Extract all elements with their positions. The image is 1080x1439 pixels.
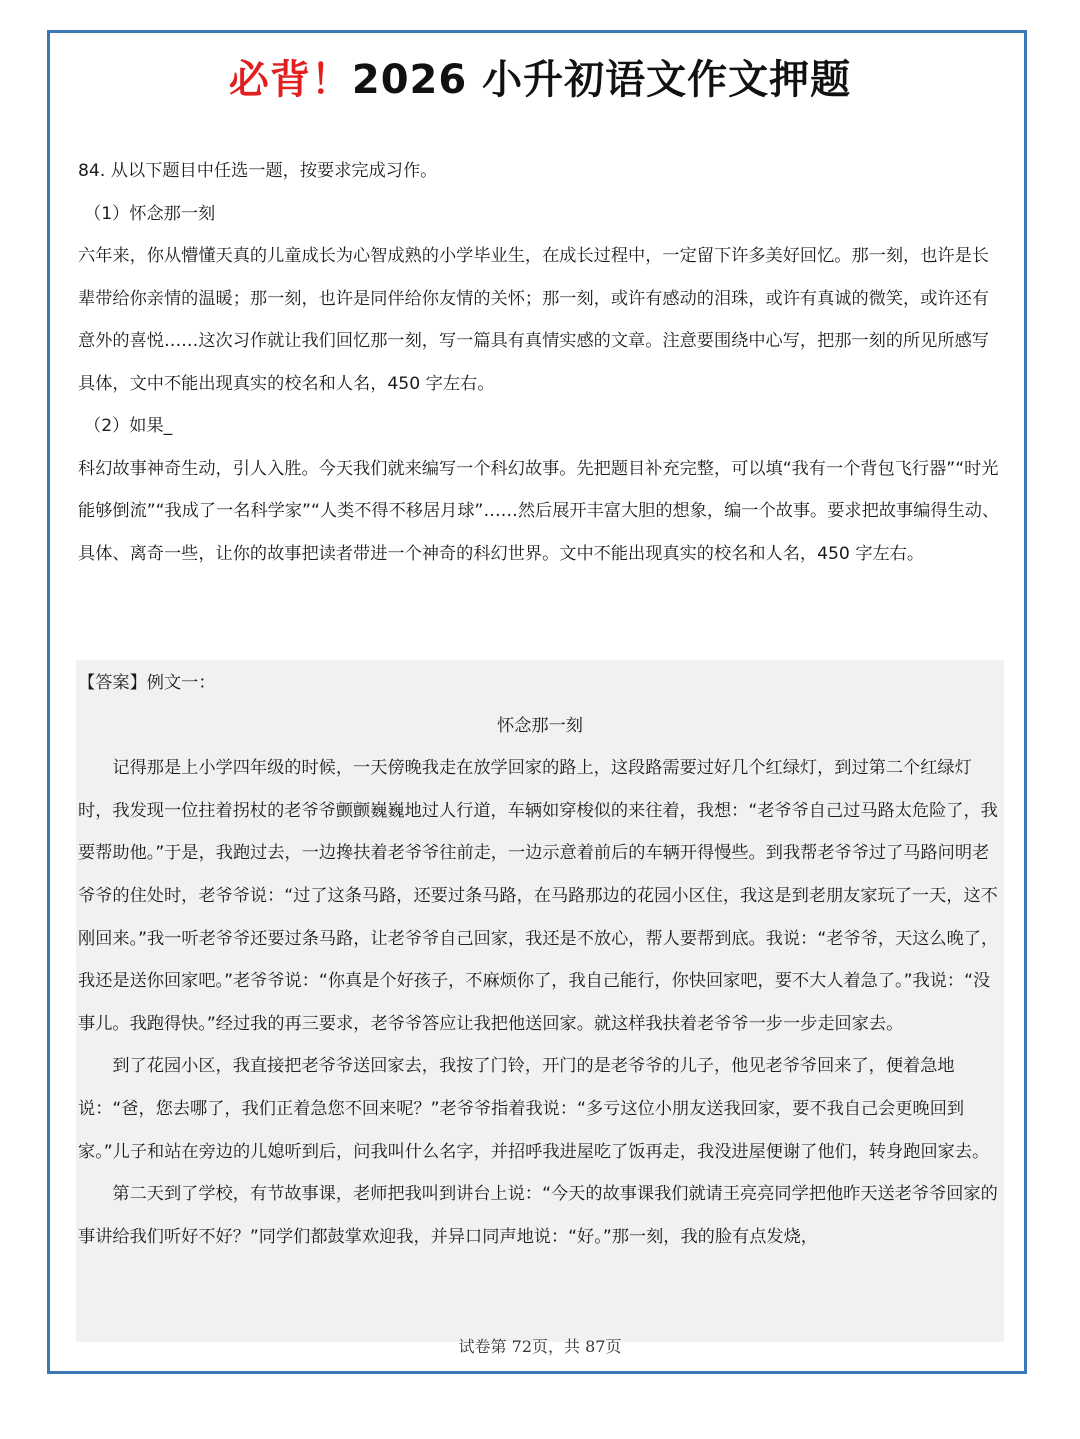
title-main: 2026 小升初语文作文押题 xyxy=(351,57,852,103)
answer-box xyxy=(76,660,1004,1342)
question-section xyxy=(78,150,1004,575)
essay-paragraph: 记得那是上小学四年级的时候，一天傍晚我走在放学回家的路上，这段路需要过好几个红绿灯，到过第二个红绿灯时，我发现一位拄着拐杖的老爷爷颤颤巍巍地过人行道，车辆如穿梭似的来往着，我想：“老爷爷自己过马路太危险了，我要帮助他。”于是，我跑过去，一边搀扶着老爷爷往前走，一边示意着前后的车辆开得慢些。到我帮老爷爷过了马路问明老爷爷的住处时，老爷爷说：“过了这条马路，还要过条马路，在马路那边的花园小区住，我这是到老朋友家玩了一天，这不刚回来。”我一听老爷爷还要过条马路，让老爷爷自己回家，我还是不放心，帮人要帮到底。我说：“老爷爷，天这么晚了，我还是送你回家吧。”老爷爷说：“你真是个好孩子，不麻烦你了，我自己能行，你快回家吧，要不大人着急了。”我说：“没事儿。我跑得快。”经过我的再三要求，老爷爷答应让我把他送回家。就这样我扶着老爷爷一步一步走回家去。 xyxy=(78,758,999,1034)
essay-title: 怀念那一刻 xyxy=(497,715,583,736)
topic1-title: （1）怀念那一刻 xyxy=(84,203,216,224)
topic2-title: （2）如果_ xyxy=(84,416,173,436)
page-title xyxy=(0,50,1080,110)
topic2-text: 科幻故事神奇生动，引人入胜。今天我们就来编写一个科幻故事。先把题目补充完整，可以填“我有一个背包飞行器”“时光能够倒流”“我成了一名科学家”“人类不得不移居月球”……然后展开丰富大胆的想象，编一个故事。要求把故事编得生动、具体、离奇一些，让你的故事把读者带进一个神奇的科幻世界。文中不能出现真实的校名和人名，450 字左右。 xyxy=(78,458,1000,564)
topic1-text: 六年来，你从懵懂天真的儿童成长为心智成熟的小学毕业生，在成长过程中，一定留下许多美好回忆。那一刻，也许是长辈带给你亲情的温暖；那一刻，也许是同伴给你友情的关怀；那一刻，或许有感动的泪珠，或许有真诚的微笑，或许还有意外的喜悦……这次习作就让我们回忆那一刻，写一篇具有真情实感的文章。注意要围绕中心写，把那一刻的所见所感写具体，文中不能出现真实的校名和人名，450 字左右。 xyxy=(78,246,989,394)
question-stem: 84. 从以下题目中任选一题，按要求完成习作。 xyxy=(78,161,438,181)
answer-content xyxy=(78,662,1002,1258)
title-accent: 必背！ xyxy=(228,57,352,103)
answer-label: 【答案】例文一： xyxy=(78,673,216,693)
essay-paragraph: 第二天到了学校，有节故事课，老师把我叫到讲台上说：“今天的故事课我们就请王亮亮同学把他昨天送老爷爷回家的事讲给我们听好不好？”同学们都鼓掌欢迎我，并异口同声地说：“好。”那一刻，我的脸有点发烧， xyxy=(78,1184,998,1247)
page-footer: 试卷第 72页，共 87页 xyxy=(458,1337,622,1356)
essay-paragraph: 到了花园小区，我直接把老爷爷送回家去，我按了门铃，开门的是老爷爷的儿子，他见老爷爷回来了，便着急地说：“爸，您去哪了，我们正着急您不回来呢？”老爷爷指着我说：“多亏这位小朋友送我回家，要不我自己会更晚回到家。”儿子和站在旁边的儿媳听到后，问我叫什么名字，并招呼我进屋吃了饭再走，我没进屋便谢了他们，转身跑回家去。 xyxy=(78,1056,990,1162)
